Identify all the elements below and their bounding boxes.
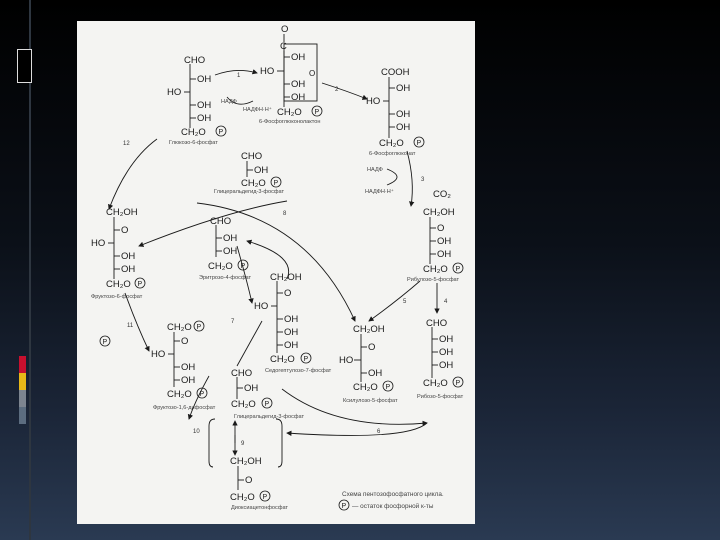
ribulose5p-l3: OH	[437, 249, 452, 260]
lactone-l0: O	[281, 24, 289, 35]
step-10: 10	[193, 429, 200, 435]
arrow-7-diag	[237, 321, 262, 366]
arrow-1	[215, 70, 257, 75]
glucose6p-l0: CHO	[184, 55, 206, 66]
fructose-1-6-bisphosphate	[151, 321, 216, 411]
fructose6p-name: Фруктозо-6-фосфат	[91, 294, 143, 300]
deco-bar-gray	[19, 390, 26, 407]
g3p-top-l0: CHO	[241, 151, 263, 162]
xylulose5p-l4: CH₂O	[353, 382, 378, 393]
erythrose4p-name: Эритрозо-4-фосфат	[199, 275, 252, 281]
sedo7p-l1: O	[284, 288, 292, 299]
lactone-l2: OH	[291, 52, 306, 63]
fructose6p-l5: CH₂O	[106, 279, 131, 290]
glucose6p-l3: OH	[197, 100, 212, 111]
fructose6p-l3: OH	[121, 251, 136, 262]
sedo7p-l5: OH	[284, 340, 299, 351]
pentose-phosphate-diagram: P CHO OH HO OH OH CH₂O Глюкозо-6-фосфат O C O OH HO OH OH CH₂O 6-Фосфоглюконолактон COOH OH HO OH OH CH₂O 6-Фосфоглюконат CH₂OH O OH OH CH₂O Рибулозо-5-фосфат CHO OH OH OH CH₂O Рибозо-5-фосфат CH₂OH O HO OH CH₂O Ксилулозо-5-фосфат CHO OH CH₂O Глицеральдегид-3-фосфат CH₂OH O HO OH OH CH₂O Фруктозо-6-фосфат CHO OH OH CH₂O Эритрозо-4-фосфат CH₂OH O HO OH OH OH CH₂O Седогептулозо-7-фосфат CH₂O O HO OH OH CH₂O Фруктозо-1,6-дифосфат CHO OH CH₂O Глицеральдегид-3-фосфат CH₂OH O CH₂O Диоксиацетонфосфат НАДФ НАДФН·Н⁺ НАДФ НАДФН·Н⁺ CO₂ 1 2 3 4 5 6 7 8 9 10 11 12 Схема пентозофосфатного цикла. — остаток фосфорной к-ты	[74, 18, 464, 511]
ribulose5p-l4: CH₂O	[423, 264, 448, 275]
nadph-label-2: НАДФН·Н⁺	[365, 189, 394, 195]
deco-bar-black	[17, 49, 32, 83]
xylulose5p-l3: OH	[368, 368, 383, 379]
fructose6p-l1: O	[121, 225, 129, 236]
triose-brace-right	[276, 419, 282, 467]
fructose16bp-l4: OH	[181, 375, 196, 386]
ribose5p-l3: OH	[439, 360, 454, 371]
fructose16bp-l0: CH₂O	[167, 322, 192, 333]
step-4: 4	[444, 299, 448, 305]
ribose5p-l2: OH	[439, 347, 454, 358]
arrow-6	[287, 423, 427, 435]
diagram-page	[74, 18, 475, 524]
nadp-label-1: НАДФ	[221, 99, 237, 105]
phosphogluconate	[366, 67, 424, 157]
lactone-l5: OH	[291, 92, 306, 103]
sedo7p-l2: HO	[254, 301, 269, 312]
fructose-6-phosphate	[91, 207, 145, 300]
g3p-top-l1: OH	[254, 165, 269, 176]
dihydroxyacetone-phosphate	[230, 456, 288, 511]
arrow-3-cofactor	[387, 169, 397, 185]
fructose16bp-l1: O	[181, 336, 189, 347]
step-9: 9	[241, 441, 245, 447]
ribulose5p-name: Рибулозо-5-фосфат	[407, 277, 460, 283]
ribulose-5-phosphate	[407, 207, 463, 283]
lactone-l6: CH₂O	[277, 107, 302, 118]
sedo7p-l4: OH	[284, 327, 299, 338]
fructose6p-l2: HO	[91, 238, 106, 249]
fructose16bp-name: Фруктозо-1,6-дифосфат	[153, 405, 216, 411]
deco-bar-yellow	[19, 373, 26, 390]
erythrose4p-l0: CHO	[210, 216, 232, 227]
sedoheptulose-7-phosphate	[254, 272, 332, 374]
glucose6p-l4: OH	[197, 113, 212, 124]
xylulose5p-l1: O	[368, 342, 376, 353]
g3p-bottom-l1: OH	[244, 383, 259, 394]
fructose16bp-l3: OH	[181, 362, 196, 373]
ribulose5p-l2: OH	[437, 236, 452, 247]
step-3: 3	[421, 177, 425, 183]
deco-bar-steel	[19, 407, 26, 424]
triose-brace-left	[209, 419, 215, 467]
lactone-l3: HO	[260, 66, 275, 77]
sedo7p-name: Седогептулозо-7-фосфат	[265, 368, 332, 374]
nadp-label-2: НАДФ	[367, 167, 383, 173]
ribose5p-name: Рибозо-5-фосфат	[417, 394, 464, 400]
ribose5p-l0: CHO	[426, 318, 448, 329]
fructose6p-l0: CH₂OH	[106, 207, 138, 218]
xylulose5p-l2: HO	[339, 355, 354, 366]
sedo7p-l0: CH₂OH	[270, 272, 302, 283]
g3p-top-l2: CH₂O	[241, 178, 266, 189]
g3p-bottom-name: Глицеральдегид-3-фосфат	[234, 414, 305, 420]
erythrose4p-l1: OH	[223, 233, 238, 244]
gluconate-l1: OH	[396, 83, 411, 94]
gluconate-l3: OH	[396, 109, 411, 120]
dhap-name: Диоксиацетонфосфат	[231, 505, 288, 511]
erythrose4p-l2: OH	[223, 246, 238, 257]
gluconate-l0: COOH	[381, 67, 410, 78]
fructose6p-l4: OH	[121, 264, 136, 275]
step-11: 11	[127, 323, 134, 329]
sedo7p-l3: OH	[284, 314, 299, 325]
g3p-bottom-l2: CH₂O	[231, 399, 256, 410]
lactone-l4: OH	[291, 79, 306, 90]
gluconate-name: 6-Фосфоглюконат	[369, 151, 416, 157]
step-5: 5	[403, 299, 407, 305]
arrow-3	[407, 151, 412, 206]
glucose6p-name: Глюкозо-6-фосфат	[169, 140, 218, 146]
step-1: 1	[237, 73, 241, 79]
co2-label: CO₂	[433, 189, 451, 200]
g3p-bottom-l0: CHO	[231, 368, 253, 379]
ribose-5-phosphate	[417, 318, 464, 400]
ribose5p-l4: CH₂O	[423, 378, 448, 389]
dhap-l1: O	[245, 475, 253, 486]
arrow-2	[322, 83, 367, 99]
step-12: 12	[123, 141, 130, 147]
dhap-l0: CH₂OH	[230, 456, 262, 467]
xylulose-5-phosphate	[339, 324, 398, 404]
erythrose4p-l3: CH₂O	[208, 261, 233, 272]
ribulose5p-l1: O	[437, 223, 445, 234]
xylulose5p-l0: CH₂OH	[353, 324, 385, 335]
g3p-top-name: Глицеральдегид-3-фосфат	[214, 189, 285, 195]
fructose16bp-l5: CH₂O	[167, 389, 192, 400]
svg-text:O: O	[309, 69, 316, 78]
glucose-6-phosphate	[167, 55, 226, 146]
step-7: 7	[231, 319, 235, 325]
sedo7p-l6: CH₂O	[270, 354, 295, 365]
step-6: 6	[377, 429, 381, 435]
glyceraldehyde-3-phosphate-top	[214, 151, 284, 195]
glucose6p-l5: CH₂O	[181, 127, 206, 138]
gluconate-l5: CH₂O	[379, 138, 404, 149]
arrow-12	[109, 139, 157, 209]
nadph-label-1: НАДФН·Н⁺	[243, 107, 272, 113]
step-8: 8	[283, 211, 287, 217]
glyceraldehyde-3-phosphate-bottom	[231, 368, 304, 420]
dhap-l2: CH₂O	[230, 492, 255, 503]
deco-bar-red	[19, 356, 26, 373]
caption-line1: Схема пентозофосфатного цикла.	[342, 491, 444, 498]
arrow-5	[369, 281, 420, 321]
step-2: 2	[335, 87, 339, 93]
gluconate-l2: HO	[366, 96, 381, 107]
ribulose5p-l0: CH₂OH	[423, 207, 455, 218]
ribose5p-l1: OH	[439, 334, 454, 345]
xylulose5p-name: Ксилулозо-5-фосфат	[343, 398, 398, 404]
glucose6p-l1: OH	[197, 74, 212, 85]
lactone-l1: C	[280, 41, 287, 52]
glucose6p-l2: HO	[167, 87, 182, 98]
gluconate-l4: OH	[396, 122, 411, 133]
lactone-name: 6-Фосфоглюконолактон	[259, 119, 321, 125]
arrow-11	[125, 293, 149, 351]
caption-line2: — остаток фосфорной к-ты	[352, 503, 434, 510]
fructose16bp-l2: HO	[151, 349, 166, 360]
